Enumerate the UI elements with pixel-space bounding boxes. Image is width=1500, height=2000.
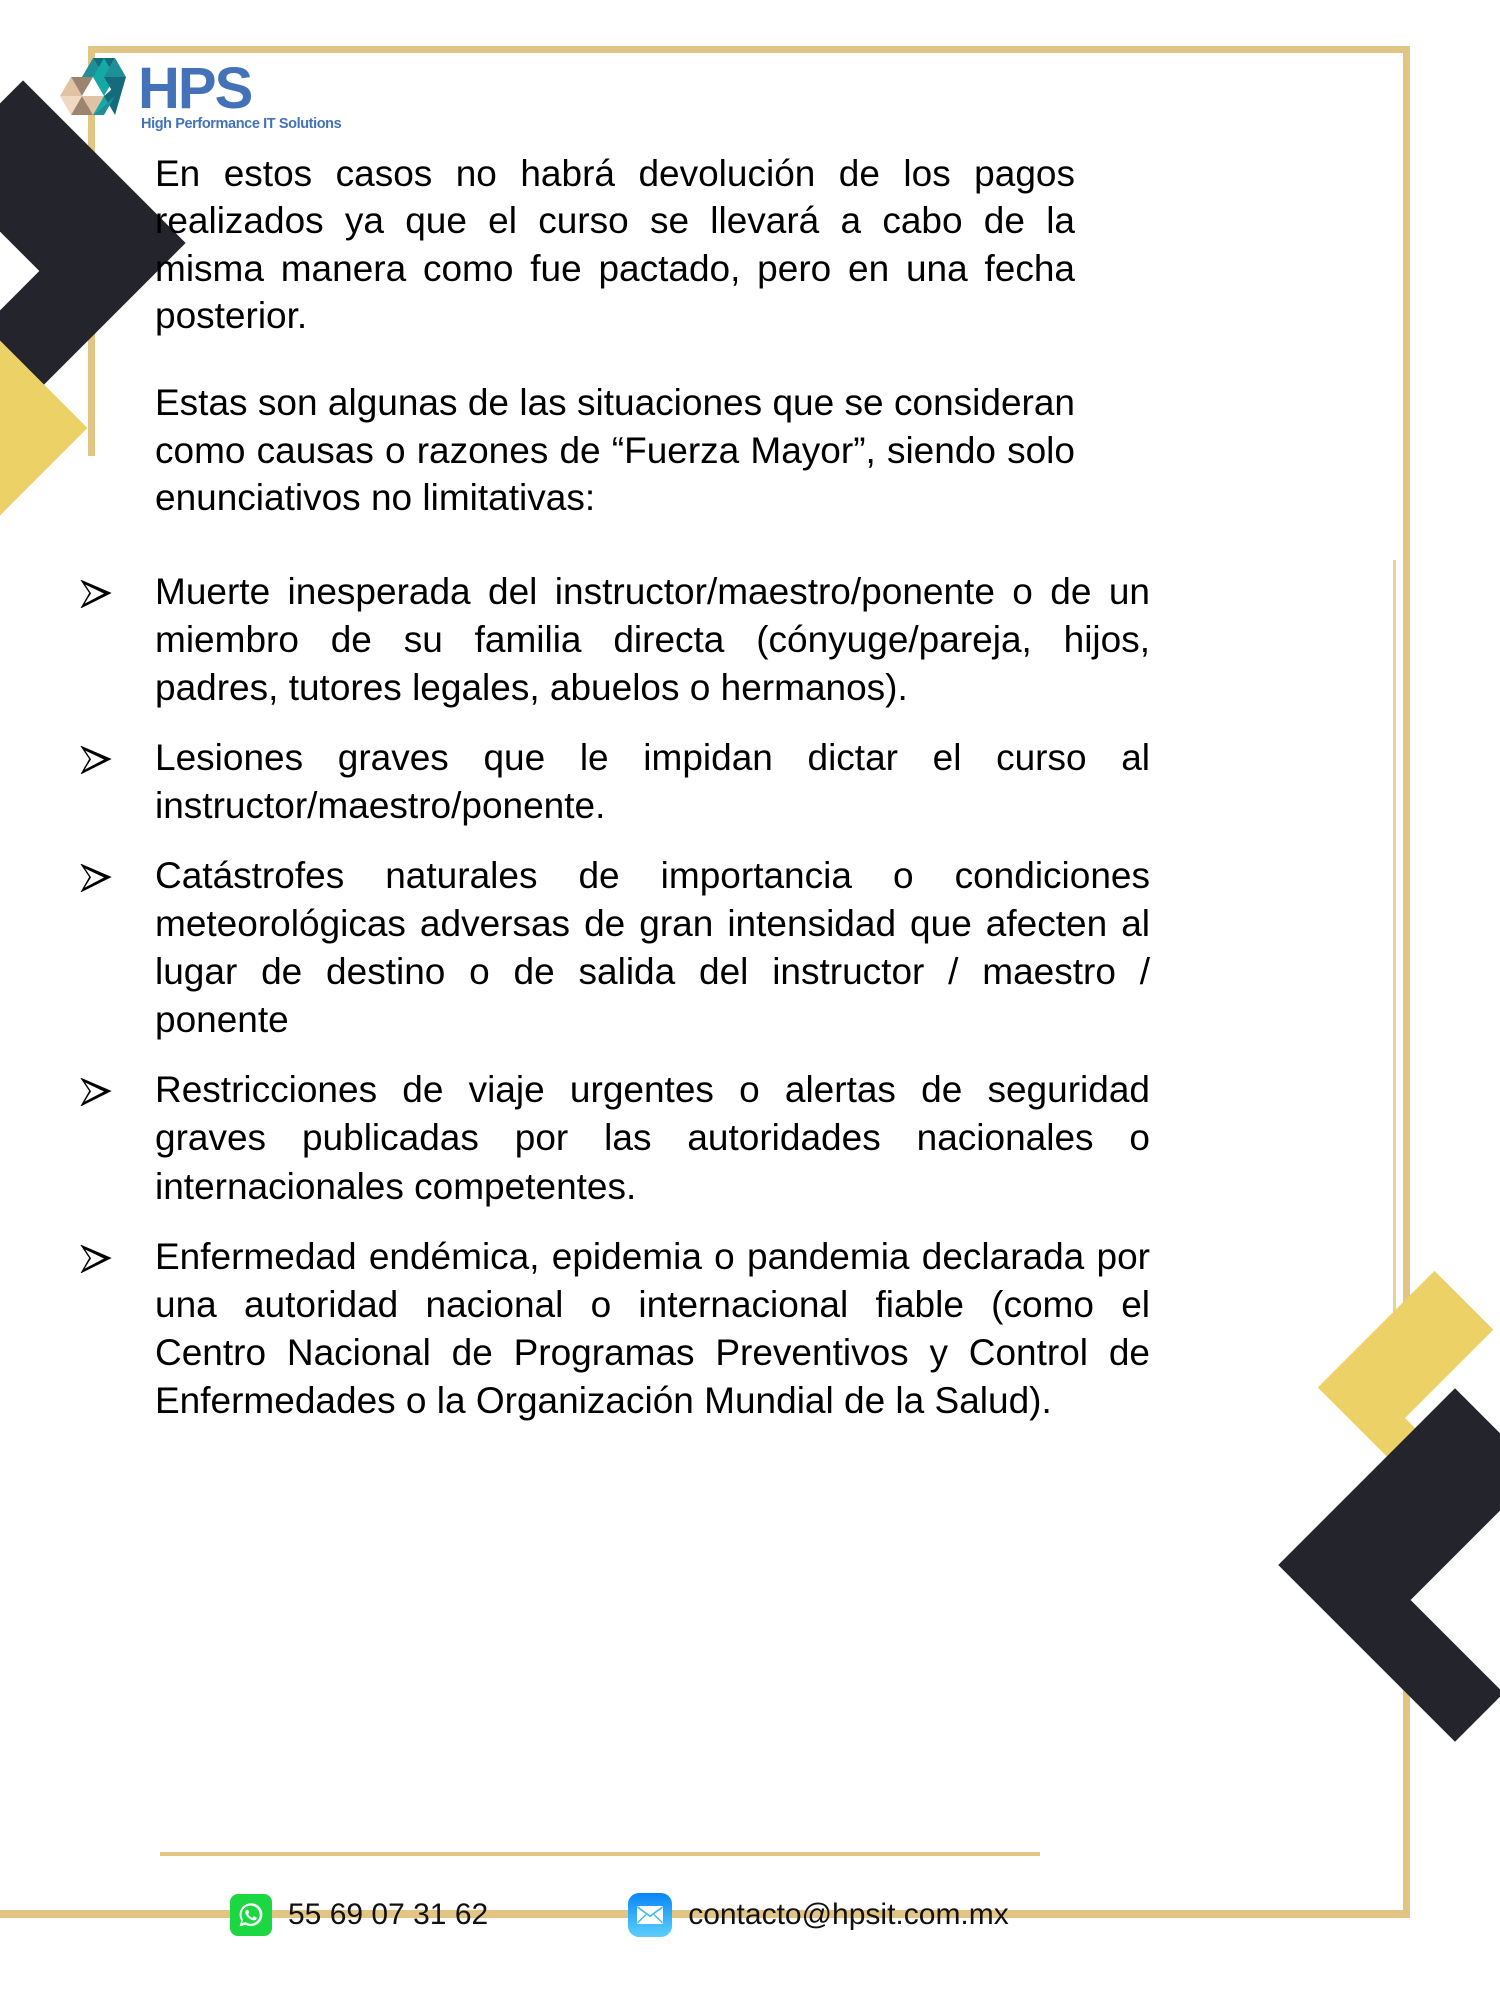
list-item-text: Muerte inesperada del instructor/maestro/ponente o de un miembro de su familia directa (cónyuge/pareja, hijos, padres, tutores legales, abuelos o hermanos). [155, 570, 1150, 708]
list-item-text: Lesiones graves que le impidan dictar el curso al instructor/maestro/ponente. [155, 736, 1150, 826]
arrowhead-bullet-icon [80, 1233, 126, 1273]
arrowhead-bullet-icon [80, 852, 126, 892]
force-majeure-list [80, 568, 1150, 1426]
frame-border-inner-right [1393, 560, 1396, 1320]
footer-contact-bar [160, 1880, 1060, 1950]
list-item [80, 852, 1150, 1044]
hps-hexagon-arrow-logo-icon [50, 58, 136, 139]
list-item-text: Enfermedad endémica, epidemia o pandemia declarada por una autoridad nacional o internacional fiable (como el Centro Nacional de Programas Preventivos y Control de Enfermedades o la Organización Mundial de la Salud). [155, 1235, 1150, 1421]
list-item-text: Restricciones de viaje urgentes o alertas de seguridad graves publicadas por las autoridades nacionales o internacionales competentes. [155, 1069, 1150, 1207]
list-item [80, 568, 1150, 712]
logo-tagline: High Performance IT Solutions [141, 116, 342, 132]
arrowhead-bullet-icon [80, 568, 126, 608]
document-content [80, 150, 1150, 1447]
whatsapp-contact[interactable] [230, 1894, 488, 1936]
email-address: contacto@hpsit.com.mx [688, 1898, 1009, 1931]
paragraph-1: En estos casos no habrá devolución de los pagos realizados ya que el curso se llevará a cabo de la misma manera como fue pactado, pero en una fecha posterior. [155, 153, 1075, 337]
list-item-text: Catástrofes naturales de importancia o condiciones meteorológicas adversas de gran intensidad que afecten al lugar de destino o de salida del instructor / maestro / ponente [155, 854, 1150, 1041]
whatsapp-icon[interactable] [230, 1894, 272, 1936]
list-item [80, 1066, 1150, 1210]
paragraph-2: Estas son algunas de las situaciones que se consideran como causas o razones de “Fuerza Mayor”, siendo solo enunciativos no limitativas: [155, 382, 1075, 519]
phone-number: 55 69 07 31 62 [288, 1898, 489, 1931]
list-item [80, 1233, 1150, 1425]
arrowhead-bullet-icon [80, 1066, 126, 1106]
arrowhead-bullet-icon [80, 734, 126, 774]
list-item [80, 734, 1150, 830]
logo-wordmark: HPS [138, 56, 252, 121]
frame-border-top [88, 46, 1410, 53]
footer-divider [160, 1852, 1040, 1856]
company-logo [50, 56, 342, 134]
email-contact[interactable] [628, 1893, 1009, 1937]
email-icon[interactable] [628, 1893, 672, 1937]
